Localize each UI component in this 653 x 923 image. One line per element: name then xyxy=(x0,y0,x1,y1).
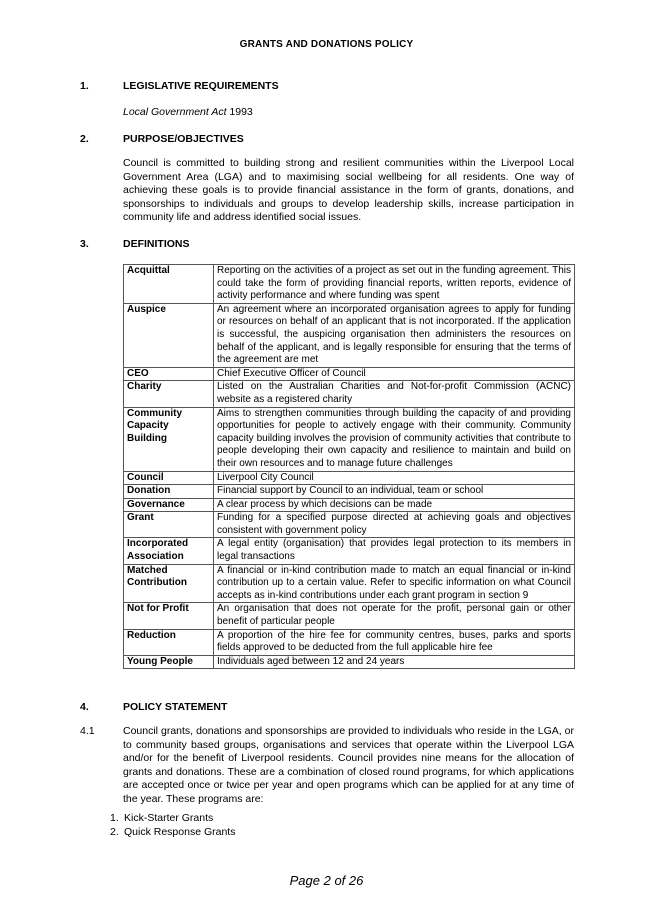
definition-term: Not for Profit xyxy=(124,603,214,629)
definition-text: Chief Executive Officer of Council xyxy=(214,367,575,381)
definition-term: Grant xyxy=(124,512,214,538)
page-number: Page 2 of 26 xyxy=(289,873,364,888)
definition-text: A legal entity (organisation) that provides legal protection to its members in legal transactions xyxy=(214,538,575,564)
definition-text: A clear process by which decisions can be made xyxy=(214,498,575,512)
section-2-body: Council is committed to building strong and resilient communities within the Liverpool Local Government Area (LGA) and to maximising social wellbeing for all residents. One way of achieving these goals is to provide financial assistance in the form of grants, donations, and sponsorships to individuals and groups to develop leadership skills, increase participation in community life and address identified social issues. xyxy=(123,157,574,224)
table-row xyxy=(124,629,575,655)
section-1-title: LEGISLATIVE REQUIREMENTS xyxy=(123,80,279,92)
definition-term: CEO xyxy=(124,367,214,381)
definition-text: An agreement where an incorporated organisation agrees to apply for funding or resources on behalf of an applicant that is not incorporated. If the application is successful, the auspicing organisation then administers the resources on behalf of the applicant, and is legally responsible for ensuring that the terms of the agreement are met xyxy=(214,303,575,367)
definition-text: Listed on the Australian Charities and Not-for-profit Commission (ACNC) website as a registered charity xyxy=(214,381,575,407)
act-year: 1993 xyxy=(226,106,253,118)
table-row xyxy=(124,485,575,499)
table-row xyxy=(124,303,575,367)
section-2-title: PURPOSE/OBJECTIVES xyxy=(123,133,244,145)
section-4-number: 4. xyxy=(80,701,89,713)
table-row xyxy=(124,381,575,407)
definition-term: Matched Contribution xyxy=(124,564,214,603)
definition-term: Acquittal xyxy=(124,265,214,304)
table-row xyxy=(124,498,575,512)
definition-text: Aims to strengthen communities through building the capacity of and providing opportunities for people to actively engage with their community. Community capacity building involves the provision of community activities that contribute to people developing their own capacity and resilience to maintain and build on their own resources and to manage future challenges xyxy=(214,407,575,471)
definition-term: Young People xyxy=(124,655,214,669)
section-2-number: 2. xyxy=(80,133,89,145)
section-4-title: POLICY STATEMENT xyxy=(123,701,228,713)
section-4-1-body: Council grants, donations and sponsorships are provided to individuals who reside in the LGA, or to community based groups, organisations and services that operate within the Liverpool LGA and/or for the benefit of Liverpool residents. Council provides nine means for the allocation of grants and donations. These are a combination of closed round programs, for which applications are accepted once or twice per year and open programs which can be applied for at any time of the year. These programs are: xyxy=(123,725,574,805)
table-row xyxy=(124,655,575,669)
definition-text: A financial or in-kind contribution made to match an equal financial or in-kind contribution up to a certain value. Refer to specific information on what Council accepts as in-kind contributions under each grant program in section 9 xyxy=(214,564,575,603)
definition-text: Liverpool City Council xyxy=(214,471,575,485)
table-row xyxy=(124,407,575,471)
list-item: 1. Kick-Starter Grants xyxy=(110,812,214,824)
definition-term: Community Capacity Building xyxy=(124,407,214,471)
definition-term: Donation xyxy=(124,485,214,499)
table-row xyxy=(124,367,575,381)
section-3-title: DEFINITIONS xyxy=(123,238,190,250)
definition-term: Charity xyxy=(124,381,214,407)
table-row xyxy=(124,512,575,538)
definition-text: Reporting on the activities of a project as set out in the funding agreement. This could take the form of providing financial reports, written reports, evidence of activity performance and where funding was spent xyxy=(214,265,575,304)
definition-term: Reduction xyxy=(124,629,214,655)
table-row xyxy=(124,564,575,603)
subsection-4-1-number: 4.1 xyxy=(80,725,95,737)
section-1-body xyxy=(123,106,574,120)
definition-term: Auspice xyxy=(124,303,214,367)
table-row xyxy=(124,538,575,564)
definition-text: Funding for a specified purpose directed at achieving goals and objectives consistent with government policy xyxy=(214,512,575,538)
section-3-number: 3. xyxy=(80,238,89,250)
definition-term: Incorporated Association xyxy=(124,538,214,564)
act-name: Local Government Act xyxy=(123,106,227,118)
page-header: GRANTS AND DONATIONS POLICY xyxy=(239,39,414,50)
section-1-number: 1. xyxy=(80,80,89,92)
definitions-table xyxy=(123,264,575,669)
table-row xyxy=(124,603,575,629)
table-row xyxy=(124,265,575,304)
list-item: 2. Quick Response Grants xyxy=(110,825,236,838)
definition-text: A proportion of the hire fee for community centres, buses, parks and sports fields approved to be deducted from the full applicable hire fee xyxy=(214,629,575,655)
definition-term: Governance xyxy=(124,498,214,512)
definition-text: Individuals aged between 12 and 24 years xyxy=(214,655,575,669)
table-row xyxy=(124,471,575,485)
definition-text: An organisation that does not operate for the profit, personal gain or other benefit of particular people xyxy=(214,603,575,629)
definition-text: Financial support by Council to an individual, team or school xyxy=(214,485,575,499)
program-list xyxy=(110,812,235,839)
definition-term: Council xyxy=(124,471,214,485)
